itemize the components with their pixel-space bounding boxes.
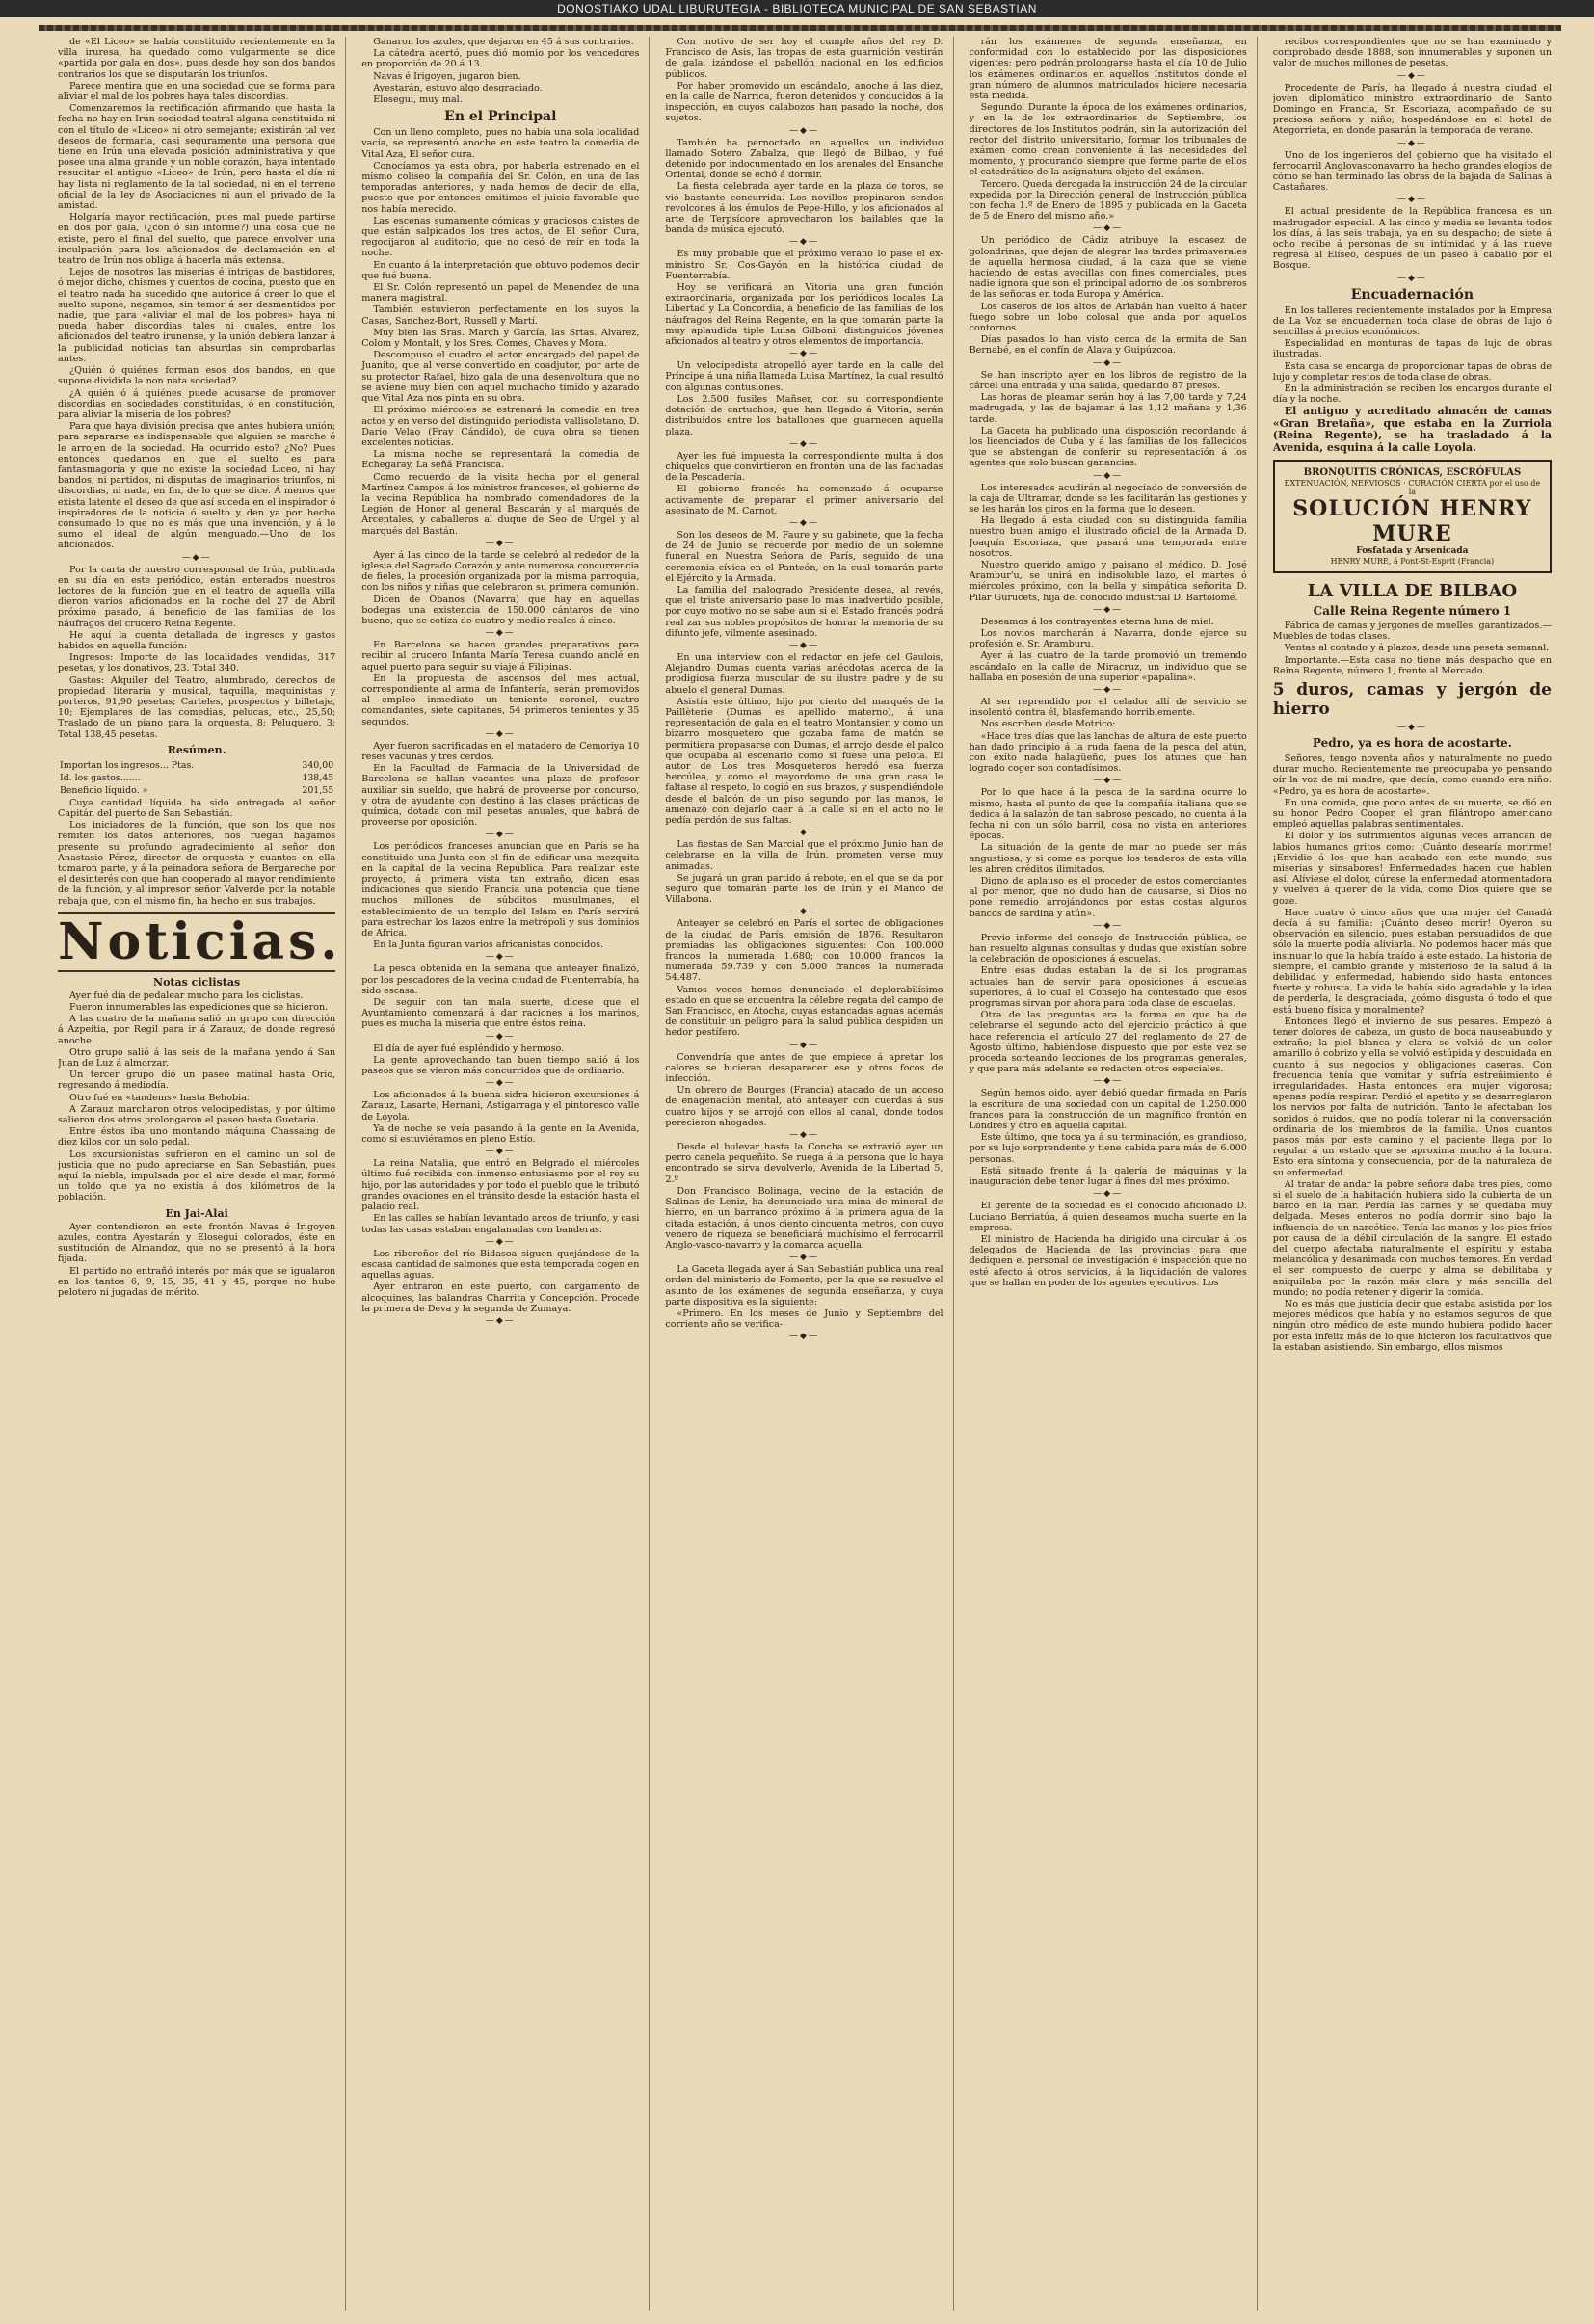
article-paragraph: Otra de las preguntas era la forma en que ha de celebrarse el segundo acto del ejercicio práctico á que hace referencia el artículo 27 del reglamento de 27 de Agosto último, habiéndose dispuesto que por este vez se proceda sorteando lecciones de los programas generales, y que para más adelante se redacten otros especiales. [969,1010,1247,1075]
resumen-title: Resúmen. [167,743,226,756]
article-paragraph: Un velocipedista atropelló ayer tarde en la calle del Príncipe á una niña llamada Luisa Martínez, la cual resultó con algunas contusiones. [665,360,943,393]
article-paragraph: Descompuso el cuadro el actor encargado del papel de Juanito, que al verse convertido en coadjutor, por arte de su protector Rafael, hizo gala de una desenvoltura que no se aviene muy bien con aquel muchacho tímido y azarado que Vital Aza nos pinta en su obra. [361,350,640,405]
article-paragraph: La fiesta celebrada ayer tarde en la plaza de toros, se vió bastante concurrida. Los novillos propinaron sendos revolcones á los émulos de Pepe-Hillo, y los aficionados al arte de Terpsícore aprovecharon los bailables que la banda de música ejecutó. [665,181,943,236]
ornament-separator: —◆— [485,538,516,548]
article-paragraph: Está situado frente á la galería de máquinas y la inauguración debe tener lugar á fines del mes próximo. [969,1165,1247,1188]
article-paragraph: Días pasados lo han visto cerca de la ermita de San Bernabé, en el confín de Alava y Guipúzcoa. [969,334,1247,357]
article-paragraph: No es más que justicia decir que estaba asistida por los mejores médicos que había y no estamos seguros de que ningún otro médico de este mundo hubiera podido hacer por esta infeliz más de lo que hicieron los facultativos que la estaban asistiendo. Sin embargo, ellos mismos [1272,1299,1552,1353]
article-paragraph: Entonces llegó el invierno de sus pesares. Empezó á tener dolores de cabeza, un gusto de boca nauseabundo y extraño; la piel blanca y clara se volvió de un color amarillo ó cobrizo y ella se volvió estúpida y descuidada en cuanto á sus negocios y obligaciones caseras. Con frecuencia tenía que vomitar y sufría estreñimiento é irregularidades. Hasta entonces era mujer vigorosa; apenas podía respirar. Perdió el apetito y se desarreglaron los nervios por falta de nutrición. Tanto le afectaban los sonidos ó ruidos, que no podía tolerar ni la conversación ordinaria de los miembros de la familia. Unos cuantos pasos más por este camino y el paciente llega por lo regular á un estado que se aproxima mucho á la locura. Esto era síntoma y consecuencia, por de la naturaleza de su enfermedad. [1272,1016,1552,1178]
article-paragraph: ¿A quién ó á quiénes puede acusarse de promover discordias en sociedades constituidas, ó en constitución, para aliviar la miseria de los pobres? [58,387,336,420]
article-paragraph: Según hemos oido, ayer debió quedar firmada en París la escritura de una sociedad con un capital de 1.250.000 francos para la construcción de un magnífico frontón en Londres y otro en aquella capital. [969,1088,1247,1132]
article-paragraph: Cuya cantidad líquida ha sido entregada al señor Capitán del puerto de San Sebastián. [58,797,336,819]
ornament-separator: —◆— [485,1236,516,1247]
article-paragraph: Por haber promovido un escándalo, anoche á las diez, en la calle de Narrica, fueron detenidos y conducidos á la inspección, en cuyos calabozos han pasado la noche, dos sujetos. [665,80,943,124]
article-paragraph: Los caseros de los altos de Arlabán han vuelto á hacer fuego sobre un lobo colosal que anda por aquellos contornos. [969,301,1247,334]
article-paragraph: Este último, que toca ya á su terminación, es grandioso, por su lujo sorprendente y tiene cabida para más de 6.000 personas. [969,1132,1247,1165]
newspaper-columns [58,37,1561,2311]
article-paragraph: Las horas de pleamar serán hoy á las 7,00 tarde y 7,24 madrugada, y las de bajamar á las 1,12 mañana y 1,36 tarde. [969,392,1247,425]
article-paragraph: Elosegui, muy mal. [373,94,463,106]
article-paragraph: Ventas al contado y á plazos, desde una peseta semanal. [1284,643,1550,654]
ornament-separator: —◆— [1396,195,1427,205]
article-paragraph: Nos escriben desde Motrico: [980,719,1116,730]
article-paragraph: En la Junta figuran varios africanistas conocidos. [373,939,604,951]
article-paragraph: Los novios marcharán á Navarra, donde ejerce su profesión el Sr. Aramburu. [969,627,1247,650]
article-paragraph: El gerente de la sociedad es el conocido aficionado D. Luciano Berriatúa, á quien deseamos mucha suerte en la empresa. [969,1201,1247,1233]
article-paragraph: Procedente de París, ha llegado á nuestra ciudad el joven diplomático ministro extraordinario de Santo Domingo en Francia, Sr. Escoriaza, acompañado de su preciosa señora y niño, hospedándose en el hotel de Ategorrieta, en donde pasarán la temporada de verano. [1272,82,1552,137]
article-paragraph: El día de ayer fué espléndido y hermoso. [373,1043,565,1054]
article-paragraph: Hoy se verificará en Vitoria una gran función extraordinaria, organizada por los periódicos locales La Libertad y La Concordia, á beneficio de las familias de los náufragos del Reina Regente, en la que tomarán parte la muy aplaudida tiple Luisa Gilboni, distinguidos jóvenes aficionados al teatro y otros elementos de importancia. [665,282,943,348]
ornament-separator: —◆— [789,1253,819,1263]
article-paragraph: El gobierno francés ha comenzado á ocuparse activamente de preparar el primer aniversario del asesinato de M. Carnot. [665,484,943,516]
notas-ciclistas-title: Notas ciclistas [153,975,241,989]
article-paragraph: rán los exámenes de segunda enseñanza, en conformidad con lo establecido por las disposiciones vigentes; pero podrán prolongarse hasta el día 10 de Julio los exámenes ordinarios en aquellos Institutos donde el gran número de alumnos matriculados hiciere necesaria esta medida. [969,37,1247,102]
article-paragraph: En Barcelona se hacen grandes preparativos para recibir al crucero Infanta María Teresa cuando anclé en aquel puerto para seguir su viaje á Filipinas. [361,640,640,673]
article-paragraph: La misma noche se representará la comedia de Echegaray, La señá Francisca. [361,449,640,471]
article-paragraph: Ayer á las cinco de la tarde se celebró al rededor de la iglesia del Sagrado Corazón y ante numerosa concurrencia de fieles, la procesión organizada por la misma parroquia, con los niños y niñas que celebraron su primera comunión. [361,549,640,594]
article-paragraph: Un tercer grupo dió un paseo matinal hasta Orio, regresando á mediodía. [58,1070,336,1092]
ornament-separator: —◆— [789,907,819,917]
column-1 [58,37,346,2311]
resumen-label: Id. los gastos....... [60,772,141,783]
article-paragraph: Ha llegado á esta ciudad con su distinguida familia nuestro buen amigo el ilustrado oficial de la Armada D. Joaquín Escoriaza, que pasará una temporada entre nosotros. [969,515,1247,559]
article-paragraph: Especialidad en monturas de tapas de lujo de obras ilustradas. [1272,338,1552,360]
article-paragraph: La situación de la gente de mar no puede ser más angustiosa, y si come es porque los tenderos de esta villa les abren créditos ilimitados. [969,842,1247,875]
article-paragraph: Los excursionistas sufrieron en el camino un sol de justicia que no pudo apreciarse en San Sebastián, pues aquí la niebla, impulsada por el aire desde el mar, formó un toldo que ya no existía á dos kilómetros de la población. [58,1149,336,1203]
article-paragraph: También estuvieron perfectamente en los suyos la Casas, Sanchez-Bort, Russell y Martí. [361,304,640,327]
ornament-separator: —◆— [1093,224,1124,234]
article-paragraph: Gastos: Alquiler del Teatro, alumbrado, derechos de propiedad literaria y musical, taquilla, maquinistas y porteros, 91,90 pesetas; Carteles, prospectos y billetaje, 10; Ejemplares de las comedias, pelucas, etc., 25,50; Traslado de un piano para la orquesta, 8; Peluquero, 3; Total 138,45 pesetas. [58,674,336,740]
ad-headline: BRONQUITIS CRÓNICAS, ESCRÓFULAS [1303,467,1522,479]
article-paragraph: Ayer á las cuatro de la tarde promovió un tremendo escándalo en la calle de Miracruz, un individuo que se hallaba en posesión de una superior «papalina». [969,650,1247,683]
article-paragraph: Entre esas dudas estaban la de si los programas actuales han de servir para oposiciones á escuelas superiores, á lo cual el Consejo ha contestado que esos programas sirvan por ahora para toda clase de escuelas. [969,965,1247,1010]
ornament-separator: —◆— [485,952,516,963]
ad-subline: EXTENUACIÓN, NERVIOSOS · CURACIÓN CIERTA por el uso de la [1284,478,1541,496]
article-paragraph: Al tratar de andar la pobre señora daba tres pies, como si el suelo de la habitación hubiera sido la cubierta de un barco en la mar. Perdía las carnes y se quedaba muy delgada. Meses enteros no podía dormir sino bajo la influencia de un narcótico. Tenía las manos y los pies fríos por causa de la débil circulación de la sangre. El estado del cuerpo afectaba naturalmente el espíritu y estaba melancólica y desanimada con muchos temores. En verdad el ser compuesto de cuerpo y alma se debilitaba y aniquilaba por la razón más clara y más sencilla del mundo; no podía retener y digerir la comida. [1272,1178,1552,1298]
article-paragraph: En la Facultad de Farmacia de la Universidad de Barcelona se hallan vacantes una plaza de profesor auxiliar sin sueldo, que habrá de proveerse por concurso, y otra de ayudante con destino á las clases prácticas de química, dotada con mil pesetas anuales, que habrá de proveerse por oposición. [361,763,640,829]
ornament-separator: —◆— [485,628,516,639]
article-paragraph: La Gaceta ha publicado una disposición recordando á los licenciados de Cuba y á las familias de los fallecidos que se abstengan de conferir su representación á los agentes que solo buscan ganancias. [969,425,1247,469]
article-paragraph: Hace cuatro ó cinco años que una mujer del Canadá decía á su familia: ¡Cuánto deseo morir! Oyeron su observación en silencio, pues estaban persuadidos de que sólo la muerte podía aliviarla. No podemos hacer más que insinuar lo que la había traído á este estado. La historia de siempre, el cambio grande y misterioso de la salud á la debilidad y enfermedad, habiendo sido hasta entonces fuerte y robusta. La vida le había sido agradable y la idea de perderla, la desgraciada, ¿cómo disgusta ó todo el que está bueno física y moralmente? [1272,907,1552,1016]
ornament-separator: —◆— [1093,357,1124,368]
article-paragraph: En las calles se habían levantado arcos de triunfo, y casi todas las casas estaban engalanadas con banderas. [361,1213,640,1235]
article-paragraph: Ya de noche se veía pasando á la gente en la Avenida, como si estuviéramos en pleno Estío. [361,1122,640,1146]
article-paragraph: La cátedra acertó, pues dió momio por los vencedores en proporción de 20 á 13. [361,48,640,70]
principal-title: En el Principal [444,109,557,125]
archive-banner: DONOSTIAKO UDAL LIBURUTEGIA - BIBLIOTECA MUNICIPAL DE SAN SEBASTIAN [0,0,1594,17]
villa-bilbao-address: Calle Reina Regente número 1 [1313,603,1512,618]
camas-notice: El antiguo y acreditado almacén de camas «Gran Bretaña», que estaba en la Zurriola (Reina Regente), se ha trasladado á la Avenida, esquina á la calle Loyola. [1272,405,1552,454]
ornament-separator: —◆— [485,1315,516,1326]
article-paragraph: Parece mentira que en una sociedad que se forma para aliviar el mal de los pobres haya tales discordias. [58,80,336,103]
article-paragraph: La Gaceta llegada ayer á San Sebastián publica una real orden del ministerio de Fomento, por la que se resuelve el asunto de los exámenes de segunda enseñanza, y cuya parte dispositiva es la siguiente: [665,1264,943,1307]
article-paragraph: de «El Liceo» se había constituido recientemente en la villa iruresa, ha quedado como vulgarmente se dice «partida por gala en dos», pues desde hoy son dos bandos contrarios los que se disputarán los triunfos. [58,37,336,80]
article-paragraph: Por lo que hace á la pesca de la sardina ocurre lo mismo, hasta el punto de que la compañía italiana que se dedica á la salazón de tan sabroso pescado, no cuenta á la fecha ni con un sólo barril, cosa no vista en anteriores épocas. [969,787,1247,842]
article-paragraph: Entre éstos iba uno montando máquina Chassaing de diez kilos con un solo pedal. [58,1126,336,1149]
article-paragraph: Los periódicos franceses anuncian que en París se ha constituido una Junta con el fin de edificar una mezquita en la capital de la vecina República. Para realizar este proyecto, á primera vista tan extraño, dicen esas indicaciones que siendo Francia una potencia que tiene muchos millones de súbditos musulmanes, el establecimiento de un templo del Islam en París servirá para estrechar los lazos entre la metrópoli y sus dominios de Africa. [361,841,640,939]
ad-brand: SOLUCIÓN HENRY MURE [1292,495,1532,546]
article-paragraph: Un obrero de Bourges (Francia) atacado de un acceso de enagenación mental, ató anteayer con cuerdas á sus cuatro hijos y se arrojó con ellos al canal, donde todos perecieron ahogados. [665,1085,943,1128]
article-paragraph: En la propuesta de ascensos del mes actual, correspondiente al arma de Infantería, serán promovidos al empleo inmediato un teniente coronel, cuatro comandantes, siete capitanes, 54 primeros tenientes y 35 segundos. [361,673,640,727]
article-paragraph: Importante.—Esta casa no tiene más despacho que en Reina Regente, número 1, frente al Mercado. [1272,654,1552,676]
article-paragraph: Comenzaremos la rectificación afirmando que hasta la fecha no hay en Irún sociedad teatral alguna constituida ni con el título de «Liceo» ni otro semejante; existirán tal vez deseos de formarla, casi seguramente una persona que tiene en Irún una elevada posición administrativa y que posee una alma grande y un noble corazón, haya intentado resucitar el antiguo «Liceo» de Irún, pero hasta el día ni hay lista ni reglamento de la tal sociedad, ni en el terreno oficial de la ley de Asociaciones ni aun el privado de la amistad. [58,103,336,212]
article-paragraph: He aquí la cuenta detallada de ingresos y gastos habidos en aquella función: [58,629,336,651]
article-paragraph: El actual presidente de la República francesa es un madrugador especial. A las cinco y media se levanta todos los días, á las seis trabaja, ya en su despacho; de siete á ocho recibe á personas de su intimidad y á las nueve regresa al Elíseo, después de un paseo á caballo por el Bosque. [1272,206,1552,272]
duros-headline: 5 duros, camas y jergón de hierro [1272,679,1552,719]
article-paragraph: Se han inscripto ayer en los libros de registro de la cárcel una entrada y una salida, quedando 87 presos. [969,369,1247,391]
article-paragraph: Vamos veces hemos denunciado el deplorabilísimo estado en que se encuentra la célebre regata del campo de San Francisco, en Atocha, cuyas estancadas aguas además de constituir un peligro para la salud pública despiden un hedor pestífero. [665,984,943,1039]
article-paragraph: En una interview con el redactor en jefe del Gaulois, Alejandro Dumas cuenta varias anécdotas acerca de la prodigiosa fuerza muscular de su ilustre padre y de su abuelo el general Dumas. [665,651,943,696]
article-paragraph: Previo informe del consejo de Instrucción pública, se han resuelto algunas consultas y dudas que existían sobre la celebración de oposiciones á escuelas. [969,932,1247,965]
ornament-separator: —◆— [485,1078,516,1089]
article-paragraph: La gente aprovechando tan buen tiempo salió á los paseos que se vieron más concurridos que de ordinario. [361,1054,640,1077]
article-paragraph: Los ribereños del río Bidasoa siguen quejándose de la escasa cantidad de salmones que esta temporada cogen en aquellas aguas. [361,1248,640,1281]
column-3 [665,37,953,2311]
resumen-value: 340,00 [302,759,334,771]
ornament-separator: —◆— [1093,920,1124,931]
article-paragraph: Los interesados acudirán al negociado de conversión de la caja de Ultramar, donde se les facilitarán las gestiones y se les harán los giros en la forma que lo deseen. [969,482,1247,515]
resumen-label: Importan los ingresos... Ptas. [60,759,195,771]
ad-formula: Fosfatada y Arsenicada [1356,545,1469,556]
ornament-separator: —◆— [1093,776,1124,786]
article-paragraph: Ganaron los azules, que dejaron en 45 á sus contrarios. [373,37,634,47]
article-paragraph: De seguir con tan mala suerte, dícese que el Ayuntamiento comenzará á dar raciones á los marinos, pues es mucha la miseria que entre éstos reina. [361,997,640,1030]
article-paragraph: Fábrica de camas y jergones de muelles, garantizados.— Muebles de todas clases. [1272,620,1552,643]
column-2 [361,37,650,2311]
encuadernacion-title: Encuadernación [1350,286,1474,303]
article-paragraph: Lejos de nosotros las miserias é intrigas de bastidores, ó mejor dicho, chismes y cuentos de cocina, puesto que en el teatro nada ha sucedido que autorice á creer lo que el suelto supone, negamos, sin temor á ser desmentidos por nadie, que para «aliviar el mal de los pobres» haya ni pueda haber discordias tales ni cuales, entre los aficionados del teatro irunense, y la unión debiera lanzar á la publicidad noticias tan absurdas sin comprobarlas antes. [58,267,336,364]
article-paragraph: Anteayer se celebró en París el sorteo de obligaciones de la ciudad de París, emisión de 1876. Resultaron premiadas las obligaciones siguientes: Con 100.000 francos la numerada 1.680; con 10.000 francos la numerada 59.739 y con 5.000 francos la numerada 54.487. [665,918,943,984]
article-paragraph: Ingresos: Importe de las localidades vendidas, 317 pesetas, y los donativos, 23. Total 340. [58,652,336,674]
ornament-separator: —◆— [1093,1076,1124,1087]
article-paragraph: Deseamos á los contrayentes eterna luna de miel. [980,616,1214,627]
article-paragraph: Holgaría mayor rectificación, pues mal puede partirse en dos por gala, (¿con ó sin informe?) una cosa que no existe, pero el final del suelto, que parece envolver una inculpación para los aficionados de declamación en el teatro de Irún nos obliga á hacerla más extensa. [58,212,336,267]
article-paragraph: Desde el bulevar hasta la Concha se extravió ayer un perro canela pequeñito. Se ruega á la persona que lo haya encontrado se sirva devolverlo, Avenida de la Libertad 5, 2.º [665,1142,943,1185]
henry-mure-advertisement [1273,460,1552,572]
ornament-separator: —◆— [1093,604,1124,615]
resumen-table [58,758,335,798]
article-paragraph: Las escenas sumamente cómicas y graciosos chistes de que están salpicados los tres actos, de El señor Cura, regocijaron al auditorio, que no cesó de reír en toda la noche. [361,215,640,259]
article-paragraph: ¿Quién ó quiénes forman esos dos bandos, en que supone dividida la non nata sociedad? [58,365,336,387]
article-paragraph: Se jugará un gran partido á rebote, en el que se da por seguro que tomarán parte los de Irún y el Manco de Villabona. [665,872,943,906]
ornament-separator: —◆— [485,728,516,739]
article-paragraph: Son los deseos de M. Faure y su gabinete, que la fecha de 24 de Junio se recuerde por medio de un solemne funeral en Nuestra Señora de París, seguido de una ceremonia cívica en el Panteón, en la cual tomarán parte el Ejército y la Armada. [665,529,943,584]
article-paragraph: Los aficionados á la buena sidra hicieron excursiones á Zarauz, Lasarte, Hernani, Astigarraga y el pintoresco valle de Loyola. [361,1090,640,1122]
article-paragraph: En la administración se reciben los encargos durante el día y la noche. [1272,383,1552,406]
article-paragraph: Los iniciadores de la función, que son los que nos remiten los datos anteriores, nos ruegan hagamos presente su profundo agradecimiento al señor don Anastasio Pérez, director de orquesta y cuantos en ella tomaron parte, y á la peinadora señora de Bergareche por el desinterés con que han cooperado al mayor rendimiento de la función, y al impresor señor Valverde por la notable rebaja que, con el mismo fin, ha hecho en sus trabajos. [58,820,336,907]
article-paragraph: En cuanto á la interpretación que obtuvo podemos decir que fué buena. [361,259,640,281]
article-paragraph: Al ser reprendido por el celador allí de servicio se insolentó contra él, blasfemando horriblemente. [969,696,1247,719]
ornament-separator: —◆— [1396,722,1427,732]
article-paragraph: Dicen de Obanos (Navarra) que hay en aquellas bodegas una existencia de 150.000 cántaros de vino bueno, que se cotiza de cuatro y medio reales á cinco. [361,594,640,626]
ornament-separator: —◆— [485,1031,516,1042]
article-paragraph: Por la carta de nuestro corresponsal de Irún, publicada en su día en este periódico, están enterados nuestros lectores de la función que en el teatro de aquella villa dieron varios aficionados en la noche del 27 de Abril próximo pasado, á beneficio de las familias de los náufragos del crucero Reina Regente. [58,564,336,629]
article-paragraph: La reina Natalia, que entró en Belgrado el miércoles último fué recibida con inmenso entusiasmo por el rey su hijo, por las autoridades y por todo el pueblo que le tributó grandes ovaciones en el tránsito desde la estación hasta el palacio real. [361,1158,640,1213]
article-paragraph: Como recuerdo de la visita hecha por el general Martínez Campos á los ministros franceses, el gobierno de la vecina República ha nombrado comendadores de la Legión de Honor al general Bascarán y al marqués de Arcentales, y caballeros al duque de Seo de Urgel y al marqués del Bastán. [361,471,640,537]
ornament-separator: —◆— [1093,1189,1124,1200]
ornament-separator: —◆— [789,1332,819,1342]
ornament-separator: —◆— [789,237,819,248]
resumen-row [60,773,333,783]
article-paragraph: Ayestarán, estuvo algo desgraciado. [373,82,543,93]
ornament-separator: —◆— [789,1130,819,1141]
ornament-separator: —◆— [1396,138,1427,148]
article-paragraph: En los talleres recientemente instalados por la Empresa de La Voz se encuadernan toda clase de obras de lujo ó sencillas á precios económicos. [1272,304,1552,338]
ornament-separator: —◆— [789,349,819,359]
resumen-label: Beneficio líquido. » [60,784,148,796]
article-paragraph: Un periódico de Cádiz atribuye la escasez de golondrinas, que dejan de alegrar las tardes primaverales de aquella hermosa ciudad, á la caza que se viene haciendo de estas avecillas con fines comerciales, pues nadie ignora que son el principal adorno de los sombreros de las señoras en toda Europa y América. [969,235,1247,301]
article-paragraph: Ayer les fué impuesta la correspondiente multa á dos chiquelos que convirtieron en frontón una de las fachadas de la Pescadería. [665,450,943,484]
ornament-separator: —◆— [1396,273,1427,283]
villa-bilbao-title: LA VILLA DE BILBAO [1307,580,1518,601]
article-paragraph: Con motivo de ser hoy el cumple años del rey D. Francisco de Asis, las tropas de esta guarnición vestirán de gala, izándose el pabellón nacional en los edificios públicos. [665,37,943,80]
article-paragraph: Tercero. Queda derogada la instrucción 24 de la circular expedida por la Dirección general de Instrucción pública con fecha 1.º de Enero de 1895 y publicada en la Gaceta de 5 de Enero del mismo año.» [969,178,1247,223]
noticias-heading: Noticias. [58,911,342,971]
article-paragraph: «Hace tres días que las lanchas de altura de este puerto han dado principio á la ruda faena de la pesca del atún, con éxito nada halagüeño, pues los atunes que han logrado coger son contadísimos. [969,730,1247,775]
resumen-row [60,785,333,796]
column-4 [970,37,1258,2311]
column-5 [1273,37,1561,2311]
article-paragraph: En una comida, que poco antes de su muerte, se dió en su honor Pedro Cooper, el gran filántropo americano empleó aquellas palabras sentimentales. [1272,797,1552,831]
resumen-value: 201,55 [302,784,334,796]
article-paragraph: Ayer fueron sacrificadas en el matadero de Cemoriya 10 reses vacunas y tres cerdos. [361,740,640,762]
jai-alai-title: En Jai-Alai [165,1206,228,1220]
article-paragraph: También ha pernoctado en aquellos un individuo llamado Sotero Zabalza, que llegó de Bilbao, y fué detenido por indocumentado en los arenales del Ensanche Oriental, donde se echó á dormir. [665,137,943,181]
article-paragraph: El ministro de Hacienda ha dirigido una circular á los delegados de Hacienda de las provincias para que dediquen el personal de investigación é inspección que no esté afecto á otros servicios, á la liquidación de valores que se hallan en poder de los agentes ejecutivos. Los [969,1233,1247,1288]
article-paragraph: Es muy probable que el próximo verano lo pase el ex-ministro Sr. Cos-Gayón en la histórica ciudad de Fuenterrabía. [665,249,943,281]
article-paragraph: Asistía este último, hijo por cierto del marqués de la Paillèterie (Dumas es apellido materno), á una representación de gala en el teatro Montansier, y como un bizarro mosquetero que gozaba fama de matón se permitiera propasarse con Dumas, el arrojo desde el palco que ocupaba al escenario como si fuese una pelota. El autor de Los tres Mosqueteros heredó esa fuerza hercúlea, y como el mayordomo de una gran casa le faltase al respeto, lo cogió en sus brazos, y suspendiéndole desde el balcón de un piso segundo por las manos, le amenazó con dejarlo caer á la calle si en el acto no le pedía perdón de sus faltas. [665,696,943,826]
article-paragraph: Las fiestas de San Marcial que el próximo Junio han de celebrarse en la villa de Irún, prometen verse muy animadas. [665,839,943,872]
article-paragraph: Esta casa se encarga de proporcionar tapas de obras de lujo y completar restos de toda clase de obras. [1272,360,1552,383]
ornament-separator: —◆— [485,830,516,840]
ornament-separator: —◆— [181,552,212,563]
ornament-separator: —◆— [1396,70,1427,81]
resumen-row [60,760,333,771]
ornament-separator: —◆— [1093,684,1124,695]
article-paragraph: Fueron innumerables las expediciones que se hicieron. [69,1002,329,1014]
article-paragraph: El Sr. Colón representó un papel de Menendez de una manera magistral. [361,282,640,304]
article-paragraph: La familia del malogrado Presidente desea, al revés, que el triste aniversario pase lo más inadvertido posible, por cuyo motivo no se sabe aun si el Estado francés podrá real zar sus nobles propósitos de honrar la memoria de su difunto jefe, vilmente asesinado. [665,584,943,639]
ornament-separator: —◆— [789,640,819,650]
article-paragraph: Nuestro querido amigo y paisano el médico, D. José Arambur'u, se unirá en indisoluble lazo, el martes ó miércoles próximo, con la bella y simpática señorita D. Pilar Gurucets, hija del conocido industrial D. Bartolomé. [969,559,1247,603]
ornament-separator: —◆— [789,438,819,449]
article-paragraph: Ayer entraron en este puerto, con cargamento de alcoquines, las balandras Charrita y Concepción. Procede la primera de Deva y la segunda de Zumaya. [361,1281,640,1314]
article-paragraph: Muy bien las Sras. March y García, las Srtas. Alvarez, Colom y Montalt, y los Sres. Comes, Chaves y Mora. [361,327,640,350]
resumen-value: 138,45 [302,772,334,783]
ornament-separator: —◆— [789,125,819,136]
article-paragraph: Con un lleno completo, pues no había una sola localidad vacía, se representó anoche en este teatro la comedia de Vital Aza, El señor cura. [361,127,640,160]
article-paragraph: A las cuatro de la mañana salió un grupo con dirección á Azpeitia, por Regil para ir á Zarauz, de donde regresó anoche. [58,1014,336,1046]
masthead-rule [39,25,1561,31]
article-paragraph: Don Francisco Bolinaga, vecino de la estación de Salinas de Leniz, ha denunciado una mina de mineral de hierro, en un barranco próximo á la primera agua de la citada estación, á unos ciento cincuenta metros, con cuyo venero de riqueza se beneficiará muchísimo el ferrocarril Anglo-vasco-navarro y la comarca aquella. [665,1185,943,1251]
pedro-title: Pedro, ya es hora de acostarte. [1312,735,1512,750]
article-paragraph: Otro fué en «tandems» hasta Behobia. [69,1092,250,1103]
ornament-separator: —◆— [789,1040,819,1050]
article-paragraph: A Zarauz marcharon otros velocipedistas, y por último salieron dos otros prolongaron el paseo hasta Guetaria. [58,1103,336,1126]
article-paragraph: «Primero. En los meses de Junio y Septiembre del corriente año se verifica- [665,1307,943,1331]
article-paragraph: Navas é Irigoyen, jugaron bien. [373,70,521,82]
article-paragraph: Convendría que antes de que empiece á apretar los calores se hicieran desaparecer ese y otros focos de infección. [665,1051,943,1085]
article-paragraph: Ayer fué día de pedalear mucho para los ciclistas. [69,990,304,1001]
ornament-separator: —◆— [1093,470,1124,481]
article-paragraph: El partido no entrañó interés por más que se igualaron en los tantos 6, 9, 15, 35, 41 y 45, porque no hubo pelotero ni jugadas de mérito. [58,1265,336,1298]
article-paragraph: Digno de aplauso es el proceder de estos comerciantes al por menor, que no dudo han de causarse, si Dios no pone remedio arrojándonos por estas costas algunos bancos de sardina y atún». [969,876,1247,919]
ornament-separator: —◆— [485,1147,516,1157]
article-paragraph: Otro grupo salió á las seis de la mañana yendo á San Juan de Luz á almorzar. [58,1046,336,1070]
article-paragraph: recibos correspondientes que no se han examinado y comprobado desde 1888, son innumerables y suponen un valor de muchos millones de pesetas. [1272,37,1552,69]
article-paragraph: Para que haya división precisa que antes hubiera unión; para separarse es indispensable que alguien se marche ó le arrojen de la sociedad. Ha ocurrido esto? ¿No? Pues entonces quedamos en que el suelto es para fantasmagoría y que no existe la sociedad Liceo, ni hay bandos, ni partidos, ni disputas de imaginarios triunfos, ni discordias, ni nada, en fin, de lo que se dice. Á menos que exista latente el deseo de que así suceda en el inspirador ó inspiradores de la noticia ó suelto y den ya por hecho consumado lo que no es más que una invención, y á lo sumo el ideal de algún menguado.—Uno de los aficionados. [58,421,336,551]
ornament-separator: —◆— [789,828,819,838]
article-paragraph: El próximo miércoles se estrenará la comedia en tres actos y en verso del distinguido periodista vallisoletano, D. Dario Velao (Fray Cándido), de cuya obra se tienen excelentes noticias. [361,405,640,448]
article-paragraph: El dolor y los sufrimientos algunas veces arrancan de labios humanos gritos como: ¡Cuánto desearía morirme! ¡Envidio á los que han acabado con este mundo, sus miserias y sinsabores! Enfermedades hacen que hablen así. Alíviese el dolor, cúrese la enfermedad atormentadora y vuelven á querer de la vida, como Dios quiere que se goze. [1272,831,1552,907]
article-paragraph: Conocíamos ya esta obra, por haberla estrenado en el mismo coliseo la compañía del Sr. Colón, en una de las temporadas anteriores, y nada hemos de decir de ella, puesto que por entonces emitimos el juicio favorable que nos había merecido. [361,160,640,215]
article-paragraph: La pesca obtenida en la semana que anteayer finalizó, por los pescadores de la vecina ciudad de Fuenterrabía, ha sido escasa. [361,964,640,996]
article-paragraph: Segundo. Durante la época de los exámenes ordinarios, y en la de los extraordinarios de Septiembre, los directores de los Institutos podrán, sin la autorización del rector del distrito universitario, formar los tribunales de exámen como crean conveniente á las necesidades del momento, y procurando siempre que forme parte de ellos el catedrático de la asignatura objeto del exámen. [969,102,1247,178]
article-paragraph: Señores, tengo noventa años y naturalmente no puedo durar mucho. Recientemente me preocupaba yo pensando oír la voz de mi madre, que decía, como cuando era niño: «Pedro, ya es hora de acostarte». [1272,753,1552,797]
article-paragraph: Uno de los ingenieros del gobierno que ha visitado el ferrocarril Anglovasconavarro ha hecho grandes elogios de cómo se han terminado las obras de la bajada de Salinas á Castañares. [1272,149,1552,194]
article-paragraph: Ayer contendieron en este frontón Navas é Irigoyen azules, contra Ayestarán y Elosegui colorados, éste en sustitución de Almandoz, que no se presentó á la hora fijada. [58,1221,336,1265]
ornament-separator: —◆— [789,517,819,528]
ad-address: HENRY MURE, á Pont-St-Esprit (Francia) [1330,556,1495,566]
article-paragraph: Los 2.500 fusiles Mañser, con su correspondiente dotación de cartuchos, que han llegado á Vitoria, serán distribuidos entre los batallones que guarnecen aquella plaza. [665,393,943,437]
